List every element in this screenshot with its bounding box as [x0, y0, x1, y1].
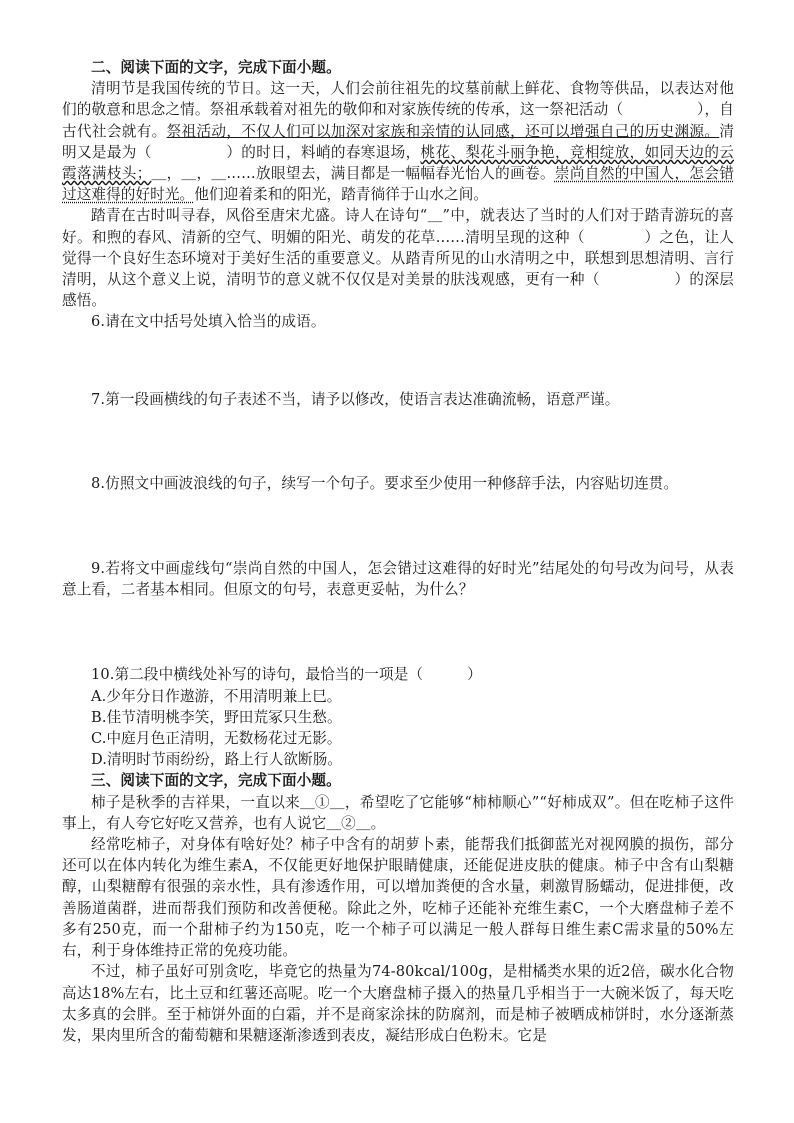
paragraph-text: 他们迎着柔和的阳光，踏青徜徉于山水之间。 — [194, 186, 489, 204]
passage-3-paragraph-2: 经常吃柿子，对身体有啥好处？柿子中含有的胡萝卜素，能帮我们抵御蓝光对视网膜的损伤，部分还可以在体内转化为维生素A，不仅能更好地保护眼睛健康，还能促进皮肤的健康。柿子中含有山梨糖醇，山梨糖醇有很强的亲水性，具有渗透作用，可以增加粪便的含水量，刺激胃肠蠕动，促进排便，改善肠道菌群，进而帮我们预防和改善便秘。除此之外，吃柿子还能补充维生素C，一个大磨盘柿子差不多有250克，而一个甜柿子约为150克，吃一个柿子可以满足一般人群每日维生素C需求量的50%左右，利于身体维持正常的免疫功能。 — [62, 836, 734, 960]
section-2-heading: 二、阅读下面的文字，完成下面小题。 — [91, 59, 341, 76]
answer-space-8[interactable] — [62, 494, 734, 558]
passage-2-paragraph-2: 踏青在古时叫寻春，风俗至唐宋尤盛。诗人在诗句“＿”中，就表达了当时的人们对于踏青游玩的喜好。和煦的春风、清新的空气、明媚的阳光、萌发的花草……清明呈现的这种（ ）之色，让人觉得一个良好生态环境对于美好生活的重要意义。从踏青所见的山水清明之中，联想到思想清明、言行清明，从这个意义上说，清明节的意义就不仅仅是对美景的肤浅观感，更有一种（ ）的深层感悟。 — [62, 207, 734, 310]
paragraph-text: 放眼望去，满目都是一幅幅春光怡人的画卷。 — [255, 165, 555, 183]
question-9: 9.若将文中画虚线句“崇尚自然的中国人，怎会错过这难得的好时光”结尾处的句号改为问号，从表意上看，二者基本相同。但原文的句号，表意更妥帖，为什么？ — [62, 560, 734, 599]
option-d[interactable]: D.清明时节雨纷纷，路上行人欲断肠。 — [91, 751, 343, 769]
paragraph-text: 清明又是最为（ ）的时日，料峭的春寒退场， — [62, 122, 735, 161]
paragraph-text: 清明节是我国传统的节日。这一天，人们会前往祖先的坟墓前献上鲜花、食物等供品，以表达对他们的敬意和思念之情。祭祖承载着对祖先的敬仰和对家族传统的传承，这一祭祀活动（ ），自古代社会就有。 — [62, 80, 734, 140]
option-c[interactable]: C.中庭月色正清明，无数杨花过无影。 — [91, 730, 342, 748]
underlined-sentence: 祭祖活动，不仅人们可以加深对家族和亲情的认同感，还可以增强自己的历史渊源。 — [166, 122, 720, 140]
option-b[interactable]: B.佳节清明桃李笑，野田荒冢只生愁。 — [91, 708, 342, 726]
dotted-underlined-sentence: 崇尚自然的中国人，怎会错过这难得的好时光。 — [62, 165, 734, 204]
passage-3-paragraph-1: 柿子是秋季的吉祥果，一直以来＿①＿，希望吃了它能够“柿柿顺心”“好柿成双”。但在吃柿子这件事上，有人夸它好吃又营养，也有人说它＿②＿。 — [62, 793, 734, 832]
passage-3-paragraph-3: 不过，柿子虽好可别贪吃，毕竟它的热量为74-80kcal/100g，是柑橘类水果的近2倍，碳水化合物高达18%左右，比土豆和红薯还高呢。吃一个大磨盘柿子摄入的热量几乎相当于一大碗米饭了，每天吃太多真的会胖。至于柿饼外面的白霜，并不是商家涂抹的防腐剂，而是柿子被晒成柿饼时，水分逐渐蒸发，果肉里所含的葡萄糖和果糖逐渐渗透到表皮，凝结形成白色粉末。它是 — [62, 963, 734, 1044]
document-page — [62, 57, 734, 1046]
question-6: 6.请在文中括号处填入恰当的成语。 — [91, 313, 326, 331]
option-a[interactable]: A.少年分日作遨游，不用清明兼上巳。 — [91, 687, 342, 705]
answer-space-6[interactable] — [62, 333, 734, 389]
question-8: 8.仿照文中画波浪线的句子，续写一个句子。要求至少使用一种修辞手法，内容贴切连贯。 — [91, 474, 679, 492]
question-7: 7.第一段画横线的句子表述不当，请予以修改，使语言表达准确流畅，语意严谨。 — [91, 390, 620, 408]
blank-placeholders: ＿，＿，＿…… — [151, 165, 256, 183]
passage-2-paragraph-1 — [62, 78, 734, 205]
answer-space-7[interactable] — [62, 410, 734, 473]
question-10: 10.第二段中横线处补写的诗句，最恰当的一项是（ ） — [91, 666, 482, 684]
section-3-heading: 三、阅读下面的文字，完成下面小题。 — [91, 772, 341, 790]
wavy-underlined-sentence: 桃花、梨花斗丽争艳，竞相绽放，如同天边的云霞落满枝头； — [62, 143, 734, 183]
answer-space-9[interactable] — [62, 600, 734, 664]
